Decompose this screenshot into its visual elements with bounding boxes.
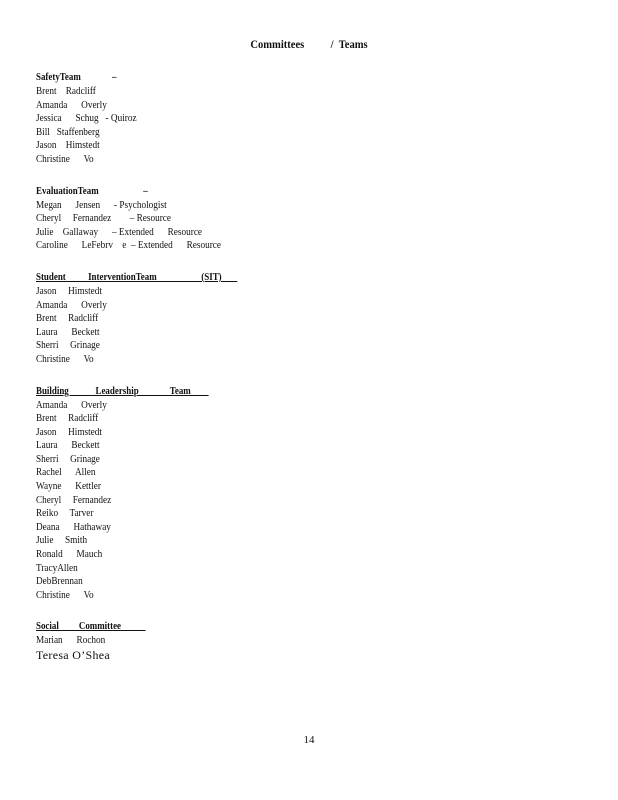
evaluation-team-section	[36, 181, 436, 253]
member-name: Marian Rochon	[36, 635, 106, 647]
member-name: Deana Hathaway	[36, 521, 111, 533]
member-name: Wayne Kettler	[36, 481, 101, 493]
safety-team-section	[36, 67, 436, 167]
member-name: Christine Vo	[36, 153, 94, 165]
section-heading: Building Leadership Team	[36, 385, 209, 397]
member-name: Christine Vo	[36, 353, 94, 365]
member-name: Sherri Grinage	[36, 340, 100, 352]
member-name: Cheryl Fernandez	[36, 494, 112, 506]
member-name: Julie Gallaway – Extended Resource	[36, 226, 203, 238]
member-name: Laura Beckett	[36, 440, 100, 452]
building-leadership-section	[36, 381, 436, 603]
member-name: Rachel Allen	[36, 467, 96, 479]
member-name: Jason Himstedt	[36, 140, 100, 152]
page-number: 14	[303, 734, 315, 746]
social-committee-section	[36, 616, 436, 662]
member-name: DebBrennan	[36, 576, 83, 588]
member-name: Bill Staffenberg	[36, 126, 100, 138]
member-name: Sherri Grinage	[36, 453, 100, 465]
member-name: Jessica Schug - Quiroz	[36, 113, 137, 125]
page-title: Committees / Teams	[250, 37, 368, 51]
member-name: Amanda Overly	[36, 99, 107, 111]
member-name: Laura Beckett	[36, 326, 100, 338]
section-heading: EvaluationTeam –	[36, 185, 148, 197]
member-name: Cheryl Fernandez – Resource	[36, 213, 171, 225]
committee-list	[36, 67, 436, 676]
member-name: Brent Radcliff	[36, 413, 99, 425]
member-name: TracyAllen	[36, 562, 78, 574]
member-name: Jason Himstedt	[36, 285, 102, 297]
member-name: Reiko Tarver	[36, 508, 94, 520]
member-name: Megan Jensen - Psychologist	[36, 199, 167, 211]
member-name: Amanda Overly	[36, 299, 107, 311]
member-name: Julie Smith	[36, 535, 88, 547]
member-name: Amanda Overly	[36, 399, 107, 411]
section-heading: Student InterventionTeam (SIT)	[36, 271, 238, 283]
section-heading: Social Committee	[36, 621, 146, 633]
member-name: Brent Radcliff	[36, 313, 99, 325]
member-name: Teresa O’Shea	[36, 648, 111, 662]
sit-team-section	[36, 267, 436, 367]
section-heading: SafetyTeam –	[36, 72, 117, 83]
member-name: Ronald Mauch	[36, 549, 103, 561]
member-name: Jason Himstedt	[36, 426, 102, 438]
member-name: Christine Vo	[36, 589, 94, 601]
member-name: Caroline LeFebrv e – Extended Resource	[36, 240, 222, 252]
member-name: Brent Radcliff	[36, 86, 96, 97]
